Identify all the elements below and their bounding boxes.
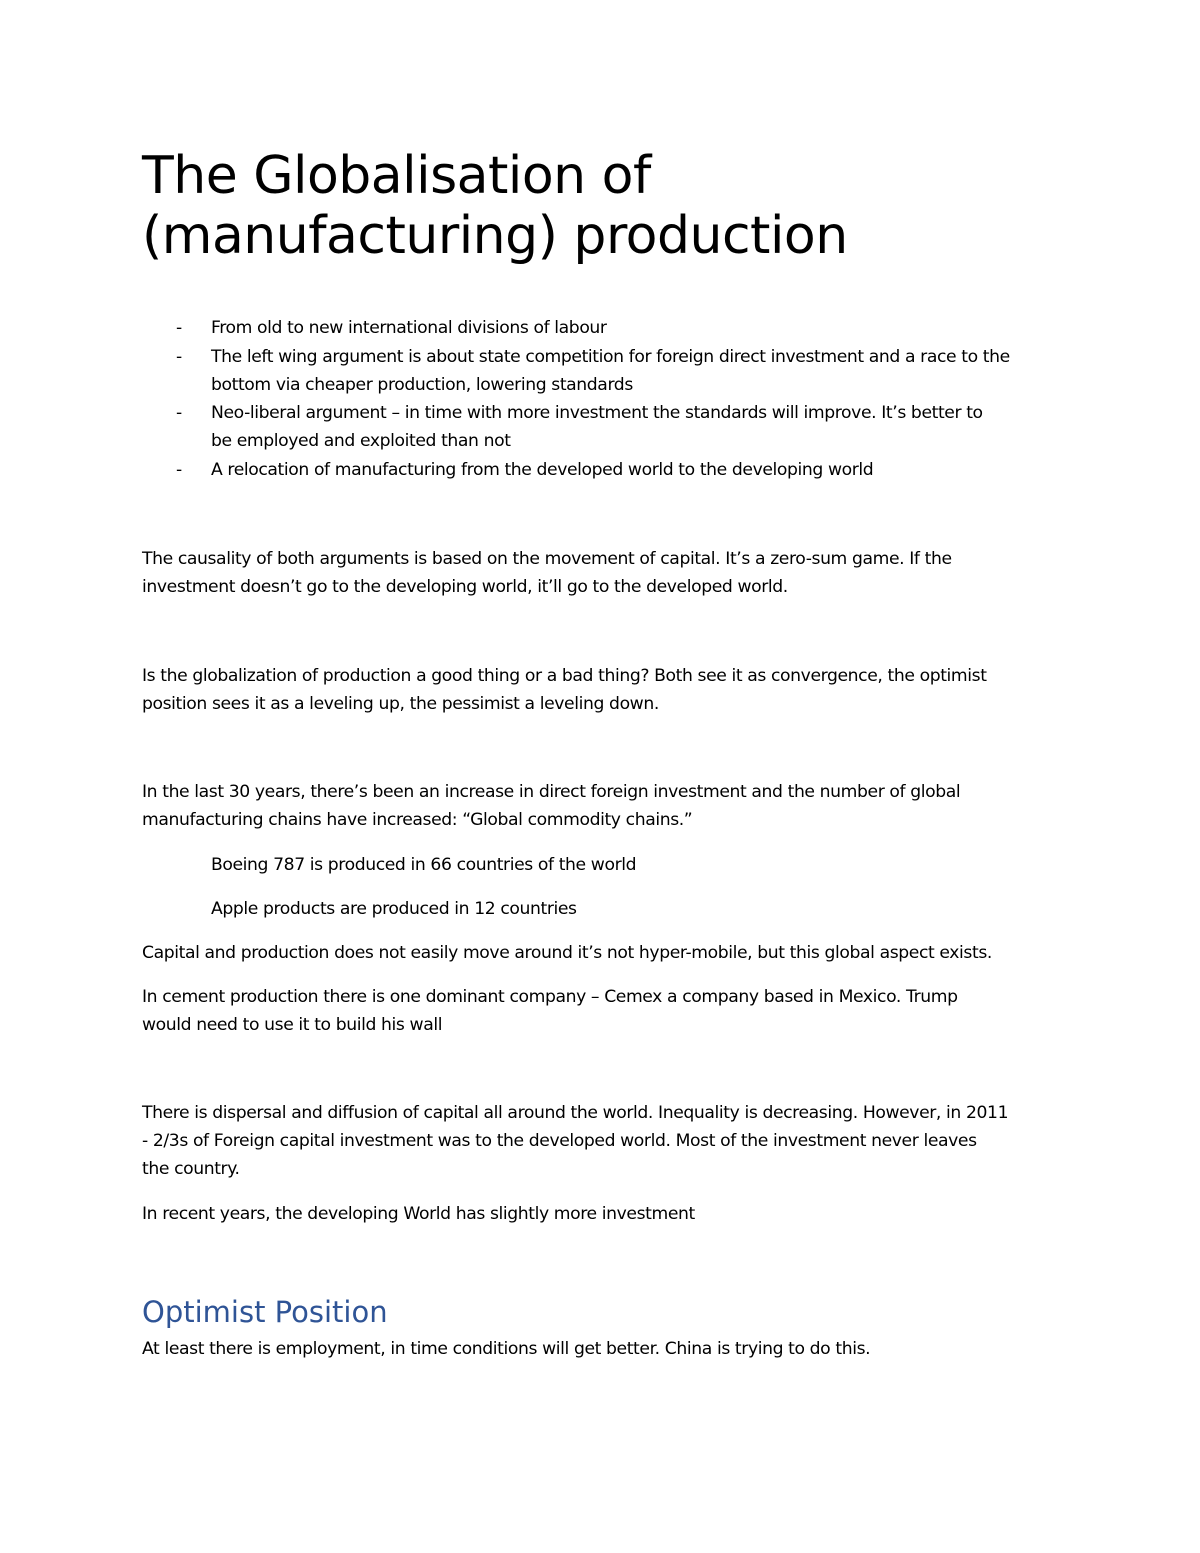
bullet-marker: - [176,318,183,338]
paragraph-30-years-line-1: In the last 30 years, there’s been an increase in direct foreign investment and the number of global [142,782,961,802]
paragraph-30-years-line-2: manufacturing chains have increased: “Global commodity chains.” [142,810,693,830]
paragraph-optimist: At least there is employment, in time conditions will get better. China is trying to do this. [142,1339,871,1359]
paragraph-dispersal-line-3: the country. [142,1159,240,1179]
paragraph-dispersal-line-2: - 2/3s of Foreign capital investment was to the developed world. Most of the investment never leaves [142,1131,977,1151]
bullet-marker: - [176,347,183,367]
example-apple: Apple products are produced in 12 countries [211,899,577,919]
paragraph-cement-line-2: would need to use it to build his wall [142,1015,443,1035]
bullet-marker: - [176,460,183,480]
page-title-line-1: The Globalisation of [142,146,651,206]
paragraph-question-line-1: Is the globalization of production a good thing or a bad thing? Both see it as convergence, the optimist [142,666,987,686]
page-title-line-2: (manufacturing) production [142,206,848,266]
paragraph-dispersal-line-1: There is dispersal and diffusion of capital all around the world. Inequality is decreasing. However, in 2011 [142,1103,1009,1123]
paragraph-cement-line-1: In cement production there is one dominant company – Cemex a company based in Mexico. Trump [142,987,958,1007]
bullet-3-line-2: be employed and exploited than not [211,431,511,451]
bullet-4-line-1: A relocation of manufacturing from the developed world to the developing world [211,460,874,480]
bullet-1-line-1: From old to new international divisions of labour [211,318,607,338]
bullet-3-line-1: Neo-liberal argument – in time with more investment the standards will improve. It’s better to [211,403,983,423]
example-boeing: Boeing 787 is produced in 66 countries of the world [211,855,637,875]
bullet-marker: - [176,403,183,423]
section-heading-optimist: Optimist Position [142,1295,388,1329]
paragraph-question-line-2: position sees it as a leveling up, the pessimist a leveling down. [142,694,659,714]
paragraph-capital-mobility: Capital and production does not easily move around it’s not hyper-mobile, but this global aspect exists. [142,943,992,963]
paragraph-causality-line-1: The causality of both arguments is based on the movement of capital. It’s a zero-sum game. If the [142,549,952,569]
paragraph-recent-years: In recent years, the developing World has slightly more investment [142,1204,695,1224]
bullet-2-line-1: The left wing argument is about state competition for foreign direct investment and a race to the [211,347,1010,367]
bullet-2-line-2: bottom via cheaper production, lowering standards [211,375,633,395]
paragraph-causality-line-2: investment doesn’t go to the developing world, it’ll go to the developed world. [142,577,788,597]
